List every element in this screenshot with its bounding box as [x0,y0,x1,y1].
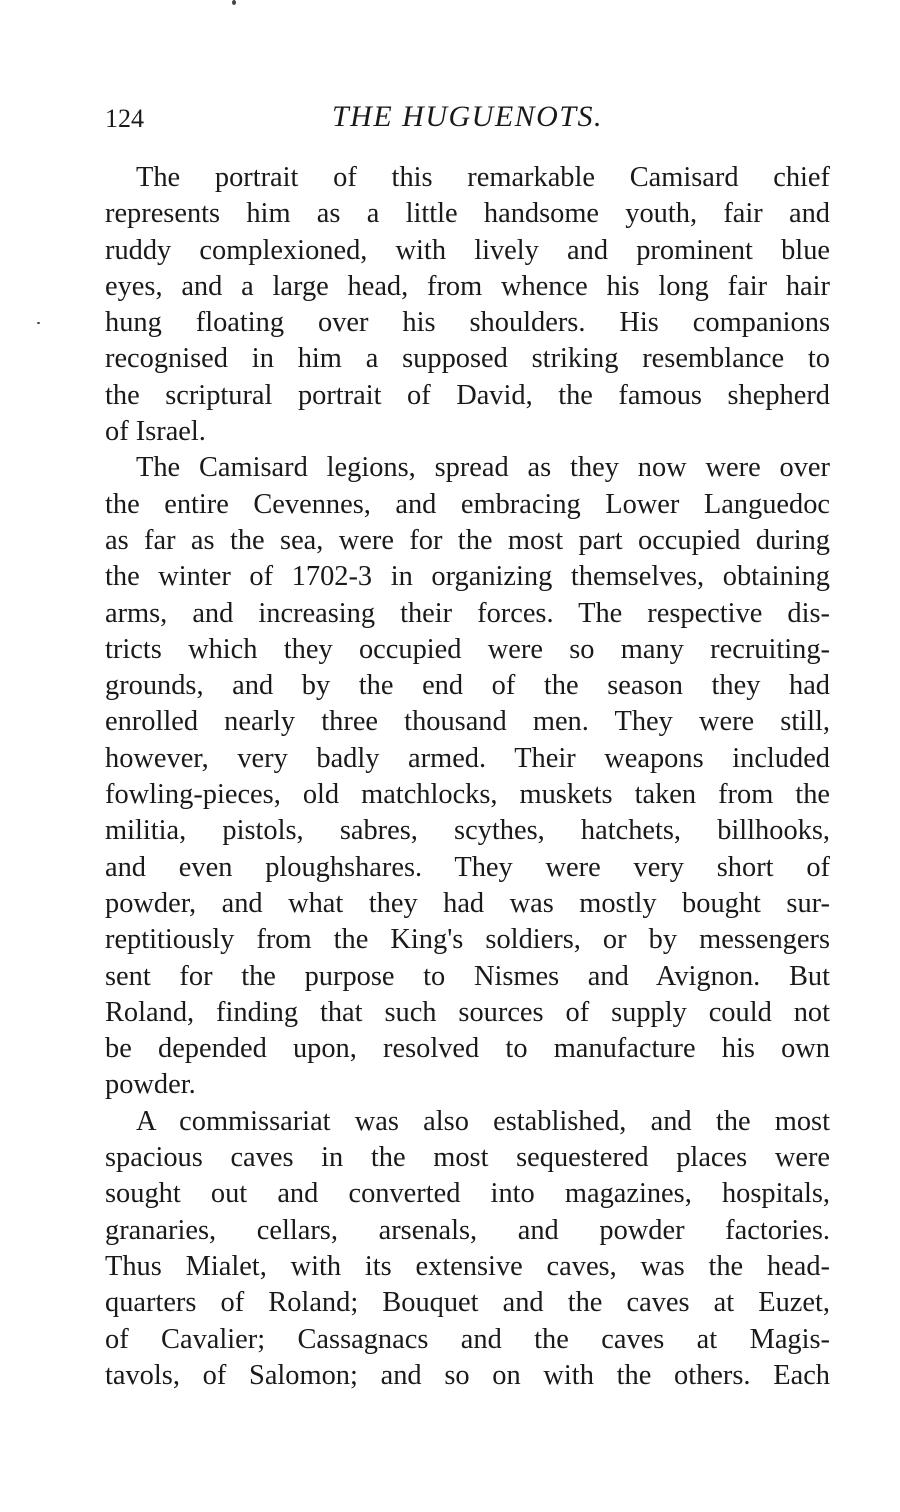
text-line: militia, pistols, sabres, scythes, hatchets, billhooks, [105,815,830,847]
text-line: The portrait of this remarkable Camisard chief [136,162,830,193]
text-line: granaries, cellars, arsenals, and powder factories. [105,1214,830,1246]
page-number: 124 [105,104,144,133]
text-line: fowling-pieces, old matchlocks, muskets taken from the [105,779,830,811]
text-line: the entire Cevennes, and embracing Lower Languedoc [105,488,830,520]
text-line: as far as the sea, were for the most part occupied during [105,524,830,556]
text-line: be depended upon, resolved to manufacture his own [105,1033,830,1065]
text-line: of Cavalier; Cassagnacs and the caves at Magis- [105,1323,830,1355]
text-line: hung floating over his shoulders. His companions [105,307,830,339]
text-line: spacious caves in the most sequestered places were [105,1142,830,1174]
text-line: The Camisard legions, spread as they now were over [136,452,830,484]
text-line: Thus Mialet, with its extensive caves, was the head- [105,1250,830,1282]
text-line: of Israel. [105,416,206,448]
text-line: quarters of Roland; Bouquet and the caves at Euzet, [105,1287,830,1319]
page-header [105,100,830,140]
text-line: sent for the purpose to Nismes and Avignon. But [105,960,830,992]
body-text [105,160,830,1394]
text-line: grounds, and by the end of the season they had [105,670,830,702]
text-line: powder. [105,1069,196,1101]
text-line: reptitiously from the King's soldiers, or by messengers [105,924,830,956]
text-line: the scriptural portrait of David, the famous shepherd [105,379,830,411]
print-speck [232,0,236,5]
text-line: tricts which they occupied were so many recruiting- [105,633,830,665]
text-line: arms, and increasing their forces. The respective dis- [105,597,830,629]
text-line: A commissariat was also established, and the most [136,1105,830,1137]
text-line: Roland, finding that such sources of supply could not [105,996,830,1028]
text-line: sought out and converted into magazines, hospitals, [105,1178,830,1210]
text-line: eyes, and a large head, from whence his long fair hair [105,270,830,302]
paragraph-commissariat [105,1104,830,1394]
text-line: recognised in him a supposed striking resemblance to [105,343,830,375]
running-title: THE HUGUENOTS. [331,100,604,133]
text-line: ruddy complexioned, with lively and prominent blue [105,234,830,266]
text-line: powder, and what they had was mostly bought sur- [105,887,830,919]
paragraph-portrait [105,160,830,450]
print-speck [37,322,40,324]
paragraph-legions [105,450,830,1103]
text-line: represents him as a little handsome youth, fair and [105,198,830,230]
text-line: and even ploughshares. They were very short of [105,851,830,883]
text-line: however, very badly armed. Their weapons included [105,742,830,774]
text-line: the winter of 1702-3 in organizing themselves, obtaining [105,561,830,593]
text-line: enrolled nearly three thousand men. They were still, [105,706,830,738]
text-line: tavols, of Salomon; and so on with the others. Each [105,1359,830,1391]
